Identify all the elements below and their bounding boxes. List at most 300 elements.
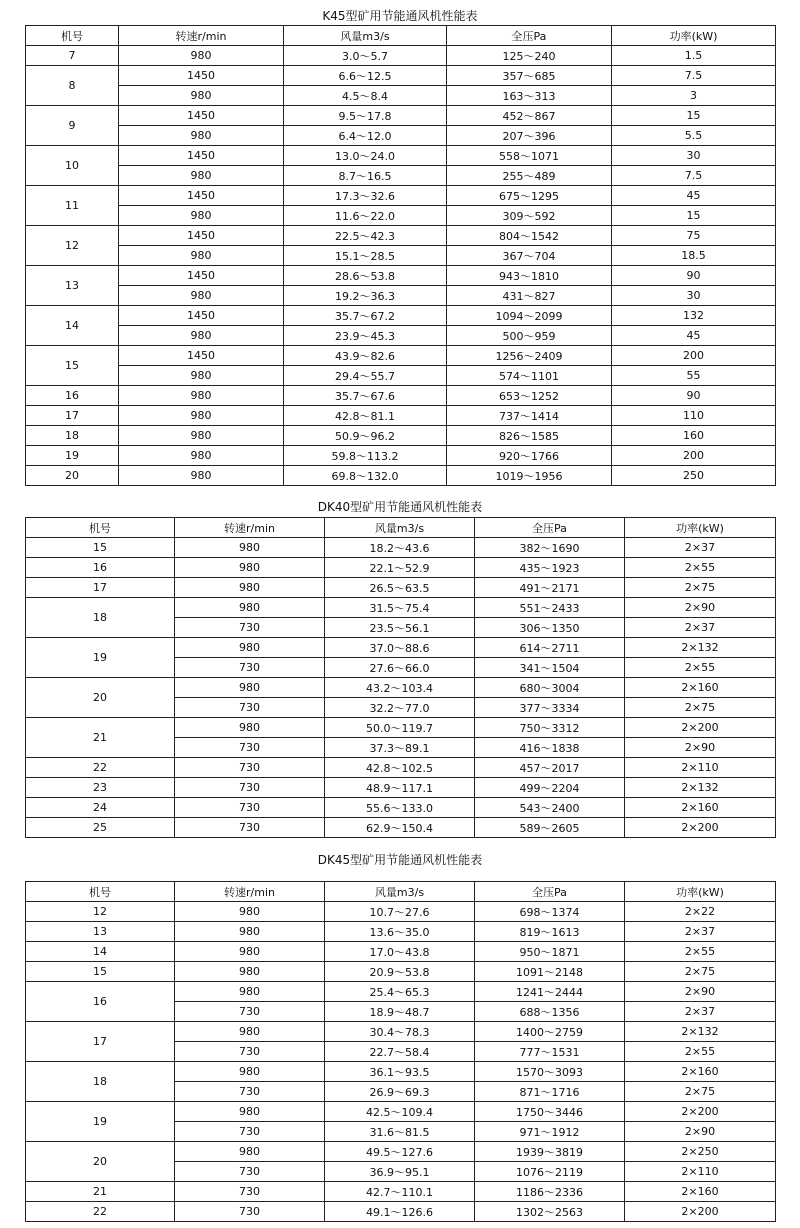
data-cell: 367～704 (447, 246, 612, 266)
data-cell: 207～396 (447, 126, 612, 146)
data-cell: 980 (119, 406, 284, 426)
data-cell: 26.5～63.5 (325, 578, 475, 598)
data-cell: 730 (175, 1042, 325, 1062)
data-cell: 543～2400 (475, 798, 625, 818)
table-row (26, 446, 776, 466)
table-row (26, 406, 776, 426)
data-cell: 819～1613 (475, 922, 625, 942)
table-row (26, 46, 776, 66)
data-cell: 2×160 (625, 1062, 776, 1082)
data-cell: 2×132 (625, 778, 776, 798)
data-cell: 37.0～88.6 (325, 638, 475, 658)
data-cell: 730 (175, 1202, 325, 1222)
data-cell: 980 (119, 366, 284, 386)
data-cell: 10.7～27.6 (325, 902, 475, 922)
data-cell: 971～1912 (475, 1122, 625, 1142)
machine-number-cell: 20 (26, 1142, 175, 1182)
data-cell: 1302～2563 (475, 1202, 625, 1222)
table-row (26, 1202, 776, 1222)
data-cell: 1939～3819 (475, 1142, 625, 1162)
data-cell: 18.5 (612, 246, 776, 266)
table-row (26, 798, 776, 818)
data-cell: 59.8～113.2 (284, 446, 447, 466)
data-cell: 163～313 (447, 86, 612, 106)
data-cell: 43.2～103.4 (325, 678, 475, 698)
data-cell: 675～1295 (447, 186, 612, 206)
data-cell: 1450 (119, 66, 284, 86)
machine-number-cell: 20 (26, 466, 119, 486)
table-row (26, 186, 776, 206)
dk40-performance-table (25, 517, 776, 838)
data-cell: 90 (612, 386, 776, 406)
data-cell: 341～1504 (475, 658, 625, 678)
machine-number-cell: 12 (26, 226, 119, 266)
data-cell: 42.5～109.4 (325, 1102, 475, 1122)
data-cell: 730 (175, 1182, 325, 1202)
data-cell: 1450 (119, 146, 284, 166)
data-cell: 2×160 (625, 798, 776, 818)
data-cell: 25.4～65.3 (325, 982, 475, 1002)
machine-number-cell: 8 (26, 66, 119, 106)
data-cell: 980 (119, 246, 284, 266)
data-cell: 309～592 (447, 206, 612, 226)
column-header: 转速r/min (175, 518, 325, 538)
data-cell: 30 (612, 286, 776, 306)
data-cell: 980 (175, 1142, 325, 1162)
table-row (26, 226, 776, 246)
data-cell: 1.5 (612, 46, 776, 66)
data-cell: 28.6～53.8 (284, 266, 447, 286)
data-cell: 2×55 (625, 658, 776, 678)
data-cell: 15 (612, 206, 776, 226)
data-cell: 160 (612, 426, 776, 446)
machine-number-cell: 16 (26, 558, 175, 578)
data-cell: 3.0～5.7 (284, 46, 447, 66)
data-cell: 1450 (119, 346, 284, 366)
machine-number-cell: 21 (26, 718, 175, 758)
data-cell: 55.6～133.0 (325, 798, 475, 818)
table-row (26, 1142, 776, 1162)
data-cell: 2×160 (625, 1182, 776, 1202)
data-cell: 2×90 (625, 598, 776, 618)
data-cell: 2×37 (625, 538, 776, 558)
data-cell: 7.5 (612, 66, 776, 86)
machine-number-cell: 23 (26, 778, 175, 798)
data-cell: 23.5～56.1 (325, 618, 475, 638)
table-row (26, 326, 776, 346)
table-row (26, 942, 776, 962)
data-cell: 980 (175, 1102, 325, 1122)
data-cell: 871～1716 (475, 1082, 625, 1102)
data-cell: 804～1542 (447, 226, 612, 246)
data-cell: 730 (175, 1082, 325, 1102)
header-row (26, 518, 776, 538)
header-row (26, 882, 776, 902)
column-header: 全压Pa (475, 882, 625, 902)
data-cell: 62.9～150.4 (325, 818, 475, 838)
table-row (26, 286, 776, 306)
data-cell: 980 (119, 206, 284, 226)
data-cell: 19.2～36.3 (284, 286, 447, 306)
data-cell: 42.8～102.5 (325, 758, 475, 778)
data-cell: 36.1～93.5 (325, 1062, 475, 1082)
data-cell: 306～1350 (475, 618, 625, 638)
data-cell: 452～867 (447, 106, 612, 126)
data-cell: 69.8～132.0 (284, 466, 447, 486)
data-cell: 980 (119, 46, 284, 66)
column-header: 转速r/min (119, 26, 284, 46)
data-cell: 55 (612, 366, 776, 386)
data-cell: 255～489 (447, 166, 612, 186)
data-cell: 416～1838 (475, 738, 625, 758)
table-row (26, 538, 776, 558)
data-cell: 1241～2444 (475, 982, 625, 1002)
data-cell: 980 (175, 598, 325, 618)
table-row (26, 426, 776, 446)
data-cell: 730 (175, 698, 325, 718)
data-cell: 49.1～126.6 (325, 1202, 475, 1222)
table-row (26, 66, 776, 86)
data-cell: 730 (175, 1162, 325, 1182)
data-cell: 2×160 (625, 678, 776, 698)
column-header: 功率(kW) (625, 882, 776, 902)
data-cell: 382～1690 (475, 538, 625, 558)
data-cell: 30 (612, 146, 776, 166)
machine-number-cell: 11 (26, 186, 119, 226)
table-row (26, 558, 776, 578)
data-cell: 2×55 (625, 1042, 776, 1062)
column-header: 机号 (26, 882, 175, 902)
data-cell: 2×90 (625, 982, 776, 1002)
data-cell: 2×75 (625, 1082, 776, 1102)
data-cell: 2×37 (625, 922, 776, 942)
machine-number-cell: 24 (26, 798, 175, 818)
table-row (26, 466, 776, 486)
data-cell: 2×75 (625, 578, 776, 598)
data-cell: 45 (612, 326, 776, 346)
table-title-dk40: DK40型矿用节能通风机性能表 (317, 500, 483, 514)
machine-number-cell: 15 (26, 962, 175, 982)
data-cell: 22.1～52.9 (325, 558, 475, 578)
data-cell: 980 (175, 922, 325, 942)
data-cell: 1450 (119, 306, 284, 326)
machine-number-cell: 17 (26, 578, 175, 598)
data-cell: 8.7～16.5 (284, 166, 447, 186)
data-cell: 980 (175, 678, 325, 698)
machine-number-cell: 18 (26, 598, 175, 638)
data-cell: 980 (119, 286, 284, 306)
data-cell: 980 (175, 638, 325, 658)
data-cell: 980 (175, 718, 325, 738)
data-cell: 110 (612, 406, 776, 426)
data-cell: 50.0～119.7 (325, 718, 475, 738)
data-cell: 730 (175, 1002, 325, 1022)
table-row (26, 206, 776, 226)
data-cell: 37.3～89.1 (325, 738, 475, 758)
data-cell: 500～959 (447, 326, 612, 346)
data-cell: 29.4～55.7 (284, 366, 447, 386)
column-header: 风量m3/s (325, 518, 475, 538)
data-cell: 42.8～81.1 (284, 406, 447, 426)
data-cell: 730 (175, 758, 325, 778)
machine-number-cell: 15 (26, 346, 119, 386)
machine-number-cell: 17 (26, 1022, 175, 1062)
table-row (26, 366, 776, 386)
data-cell: 18.2～43.6 (325, 538, 475, 558)
data-cell: 30.4～78.3 (325, 1022, 475, 1042)
data-cell: 6.6～12.5 (284, 66, 447, 86)
data-cell: 826～1585 (447, 426, 612, 446)
data-cell: 1450 (119, 266, 284, 286)
data-cell: 499～2204 (475, 778, 625, 798)
data-cell: 558～1071 (447, 146, 612, 166)
table-row (26, 1022, 776, 1042)
data-cell: 1750～3446 (475, 1102, 625, 1122)
data-cell: 2×200 (625, 818, 776, 838)
machine-number-cell: 22 (26, 1202, 175, 1222)
data-cell: 980 (175, 942, 325, 962)
data-cell: 980 (119, 126, 284, 146)
machine-number-cell: 10 (26, 146, 119, 186)
data-cell: 2×22 (625, 902, 776, 922)
data-cell: 3 (612, 86, 776, 106)
data-cell: 200 (612, 446, 776, 466)
data-cell: 980 (119, 86, 284, 106)
table-row (26, 598, 776, 618)
data-cell: 31.6～81.5 (325, 1122, 475, 1142)
data-cell: 730 (175, 818, 325, 838)
data-cell: 457～2017 (475, 758, 625, 778)
data-cell: 750～3312 (475, 718, 625, 738)
machine-number-cell: 19 (26, 1102, 175, 1142)
table-row (26, 1062, 776, 1082)
column-header: 机号 (26, 518, 175, 538)
data-cell: 26.9～69.3 (325, 1082, 475, 1102)
table-row (26, 922, 776, 942)
machine-number-cell: 9 (26, 106, 119, 146)
data-cell: 32.2～77.0 (325, 698, 475, 718)
machine-number-cell: 17 (26, 406, 119, 426)
table-row (26, 678, 776, 698)
data-cell: 730 (175, 738, 325, 758)
data-cell: 75 (612, 226, 776, 246)
data-cell: 2×200 (625, 1202, 776, 1222)
data-cell: 357～685 (447, 66, 612, 86)
data-cell: 980 (119, 446, 284, 466)
data-cell: 2×90 (625, 1122, 776, 1142)
data-cell: 250 (612, 466, 776, 486)
data-cell: 980 (119, 326, 284, 346)
table-row (26, 146, 776, 166)
data-cell: 2×132 (625, 638, 776, 658)
data-cell: 980 (175, 902, 325, 922)
data-cell: 2×37 (625, 1002, 776, 1022)
data-cell: 431～827 (447, 286, 612, 306)
data-cell: 698～1374 (475, 902, 625, 922)
machine-number-cell: 7 (26, 46, 119, 66)
data-cell: 2×110 (625, 758, 776, 778)
machine-number-cell: 15 (26, 538, 175, 558)
data-cell: 45 (612, 186, 776, 206)
data-cell: 2×132 (625, 1022, 776, 1042)
data-cell: 491～2171 (475, 578, 625, 598)
data-cell: 31.5～75.4 (325, 598, 475, 618)
data-cell: 22.5～42.3 (284, 226, 447, 246)
data-cell: 43.9～82.6 (284, 346, 447, 366)
data-cell: 2×90 (625, 738, 776, 758)
table-row (26, 638, 776, 658)
data-cell: 1450 (119, 186, 284, 206)
table-row (26, 246, 776, 266)
data-cell: 730 (175, 778, 325, 798)
data-cell: 2×200 (625, 718, 776, 738)
table-row (26, 818, 776, 838)
data-cell: 1256～2409 (447, 346, 612, 366)
data-cell: 730 (175, 798, 325, 818)
data-cell: 1094～2099 (447, 306, 612, 326)
data-cell: 7.5 (612, 166, 776, 186)
data-cell: 36.9～95.1 (325, 1162, 475, 1182)
table-row (26, 266, 776, 286)
data-cell: 6.4～12.0 (284, 126, 447, 146)
data-cell: 980 (175, 558, 325, 578)
table-row (26, 962, 776, 982)
data-cell: 435～1923 (475, 558, 625, 578)
k45-performance-table (25, 25, 776, 486)
data-cell: 48.9～117.1 (325, 778, 475, 798)
machine-number-cell: 20 (26, 678, 175, 718)
machine-number-cell: 18 (26, 426, 119, 446)
data-cell: 35.7～67.2 (284, 306, 447, 326)
data-cell: 2×55 (625, 942, 776, 962)
table-row (26, 778, 776, 798)
data-cell: 2×75 (625, 962, 776, 982)
table-row (26, 758, 776, 778)
data-cell: 980 (119, 166, 284, 186)
table-row (26, 86, 776, 106)
data-cell: 777～1531 (475, 1042, 625, 1062)
data-cell: 13.0～24.0 (284, 146, 447, 166)
dk45-performance-table (25, 881, 776, 1222)
table-row (26, 126, 776, 146)
data-cell: 730 (175, 618, 325, 638)
machine-number-cell: 22 (26, 758, 175, 778)
data-cell: 551～2433 (475, 598, 625, 618)
data-cell: 5.5 (612, 126, 776, 146)
machine-number-cell: 21 (26, 1182, 175, 1202)
data-cell: 1450 (119, 106, 284, 126)
data-cell: 950～1871 (475, 942, 625, 962)
table-row (26, 982, 776, 1002)
data-cell: 730 (175, 1122, 325, 1142)
header-row (26, 26, 776, 46)
data-cell: 27.6～66.0 (325, 658, 475, 678)
table-title-k45: K45型矿用节能通风机性能表 (322, 9, 478, 23)
data-cell: 132 (612, 306, 776, 326)
data-cell: 9.5～17.8 (284, 106, 447, 126)
data-cell: 1450 (119, 226, 284, 246)
data-cell: 17.0～43.8 (325, 942, 475, 962)
data-cell: 1076～2119 (475, 1162, 625, 1182)
data-cell: 730 (175, 658, 325, 678)
data-cell: 589～2605 (475, 818, 625, 838)
table-row (26, 1102, 776, 1122)
data-cell: 2×250 (625, 1142, 776, 1162)
column-header: 全压Pa (447, 26, 612, 46)
column-header: 功率(kW) (612, 26, 776, 46)
table-row (26, 306, 776, 326)
data-cell: 15.1～28.5 (284, 246, 447, 266)
table-row (26, 346, 776, 366)
data-cell: 18.9～48.7 (325, 1002, 475, 1022)
data-cell: 22.7～58.4 (325, 1042, 475, 1062)
data-cell: 1400～2759 (475, 1022, 625, 1042)
column-header: 全压Pa (475, 518, 625, 538)
data-cell: 2×55 (625, 558, 776, 578)
machine-number-cell: 13 (26, 922, 175, 942)
data-cell: 980 (175, 1062, 325, 1082)
table-title-dk45: DK45型矿用节能通风机性能表 (317, 853, 483, 867)
data-cell: 980 (175, 578, 325, 598)
data-cell: 980 (119, 386, 284, 406)
data-cell: 11.6～22.0 (284, 206, 447, 226)
table-row (26, 578, 776, 598)
machine-number-cell: 13 (26, 266, 119, 306)
data-cell: 1091～2148 (475, 962, 625, 982)
column-header: 功率(kW) (625, 518, 776, 538)
data-cell: 20.9～53.8 (325, 962, 475, 982)
data-cell: 688～1356 (475, 1002, 625, 1022)
table-row (26, 718, 776, 738)
data-cell: 13.6～35.0 (325, 922, 475, 942)
machine-number-cell: 14 (26, 306, 119, 346)
data-cell: 23.9～45.3 (284, 326, 447, 346)
data-cell: 49.5～127.6 (325, 1142, 475, 1162)
machine-number-cell: 19 (26, 446, 119, 466)
data-cell: 614～2711 (475, 638, 625, 658)
machine-number-cell: 19 (26, 638, 175, 678)
data-cell: 377～3334 (475, 698, 625, 718)
data-cell: 125～240 (447, 46, 612, 66)
column-header: 机号 (26, 26, 119, 46)
table-row (26, 1182, 776, 1202)
data-cell: 980 (119, 426, 284, 446)
machine-number-cell: 16 (26, 982, 175, 1022)
data-cell: 737～1414 (447, 406, 612, 426)
data-cell: 680～3004 (475, 678, 625, 698)
column-header: 风量m3/s (325, 882, 475, 902)
data-cell: 90 (612, 266, 776, 286)
data-cell: 4.5～8.4 (284, 86, 447, 106)
data-cell: 943～1810 (447, 266, 612, 286)
data-cell: 42.7～110.1 (325, 1182, 475, 1202)
data-cell: 35.7～67.6 (284, 386, 447, 406)
data-cell: 50.9～96.2 (284, 426, 447, 446)
machine-number-cell: 16 (26, 386, 119, 406)
machine-number-cell: 25 (26, 818, 175, 838)
column-header: 风量m3/s (284, 26, 447, 46)
data-cell: 920～1766 (447, 446, 612, 466)
machine-number-cell: 14 (26, 942, 175, 962)
data-cell: 2×75 (625, 698, 776, 718)
data-cell: 1186～2336 (475, 1182, 625, 1202)
data-cell: 980 (175, 538, 325, 558)
data-cell: 980 (175, 962, 325, 982)
data-cell: 980 (175, 982, 325, 1002)
data-cell: 15 (612, 106, 776, 126)
table-row (26, 902, 776, 922)
machine-number-cell: 12 (26, 902, 175, 922)
